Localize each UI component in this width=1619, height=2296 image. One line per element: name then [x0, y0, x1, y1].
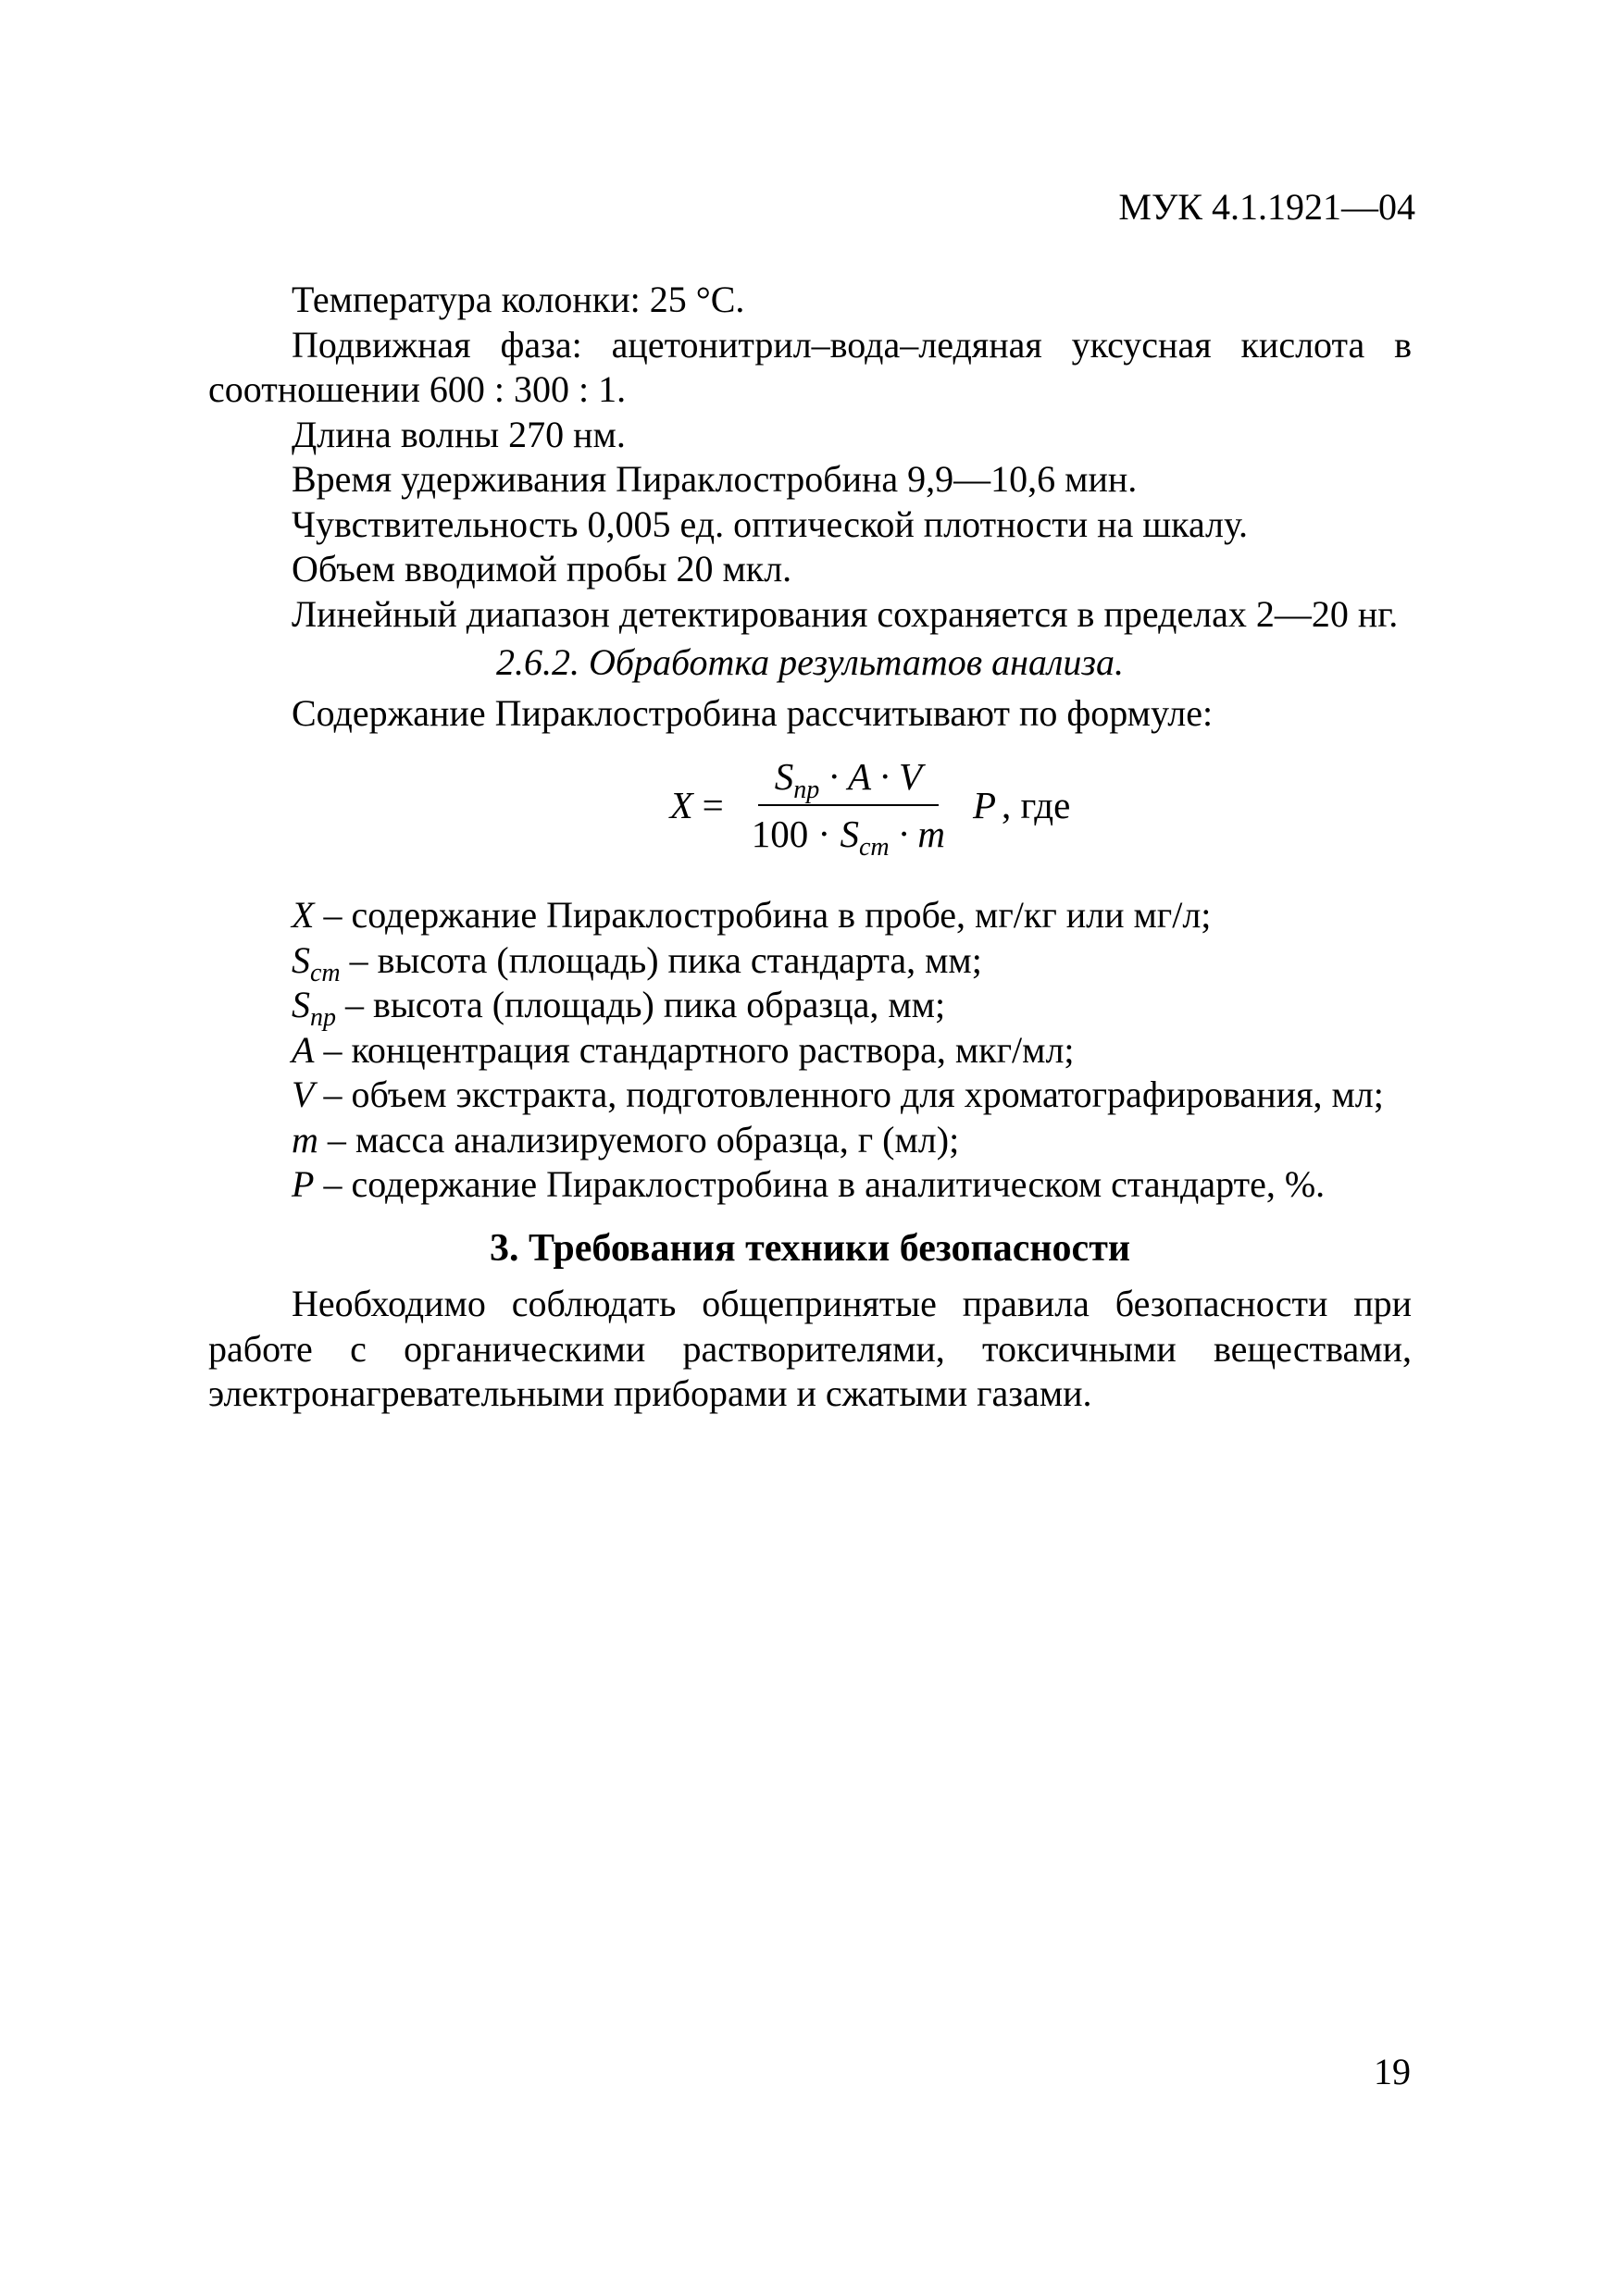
def-symbol-sub: ст [310, 958, 341, 987]
def-text: – масса анализируемого образца, г (мл); [318, 1118, 960, 1160]
def-symbol: S [292, 938, 310, 981]
def-text: – содержание Пираклостробина в пробе, мг/кг или мг/л; [314, 894, 1212, 936]
section-heading: 3. Требования техники безопасности [489, 1226, 1131, 1270]
param-retention-time: Время удерживания Пираклостробина 9,9—10,6 мин. [292, 458, 1138, 500]
param-mobile-phase: Подвижная фаза: ацетонитрил–вода–ледяная уксусная кислота в соотношении 600 : 300 : 1. [208, 323, 1412, 410]
definition-line [292, 983, 1412, 1032]
formula-den-s: S [840, 813, 859, 855]
document-code-header: МУК 4.1.1921—04 [1118, 186, 1415, 228]
definition-line [292, 1028, 1412, 1074]
def-symbol: V [292, 1074, 315, 1115]
definition-line [292, 938, 1412, 987]
param-linear-range: Линейный диапазон детектирования сохраняется в пределах 2—20 нг. [292, 592, 1399, 635]
def-symbol: P [292, 1163, 315, 1205]
formula-tail: , где [1002, 783, 1071, 826]
formula-num-s-sub: пр [793, 775, 820, 804]
param-column-temperature: Температура колонки: 25 °C. [292, 279, 745, 320]
subsection-title: 2.6.2. Обработка результатов анализа. [495, 641, 1125, 683]
def-symbol: m [292, 1118, 318, 1160]
formula-fraction [735, 754, 962, 863]
formula-denominator [735, 806, 962, 863]
variable-definitions [208, 893, 1412, 1208]
page-number: 19 [1374, 2051, 1411, 2092]
formula-block [329, 745, 1412, 865]
def-text: – объем экстракта, подготовленного для хроматографирования, мл; [314, 1074, 1384, 1115]
formula-den-rest: · m [889, 813, 945, 855]
page-body [208, 278, 1412, 1417]
formula-num-s: S [774, 754, 794, 798]
definition-line [292, 893, 1412, 938]
definition-line [292, 1073, 1412, 1118]
def-symbol: X [292, 894, 315, 936]
safety-paragraph: Необходимо соблюдать общепринятые правила безопасности при работе с органическими растворителями, токсичными веществами, электронагревательными приборами и сжатыми газами. [208, 1283, 1412, 1414]
param-wavelength: Длина волны 270 нм. [292, 413, 626, 455]
def-text: – концентрация стандартного раствора, мкг/мл; [314, 1028, 1075, 1071]
formula-num-rest: · A · V [819, 754, 923, 798]
def-symbol: S [292, 984, 310, 1025]
definition-line [292, 1118, 1412, 1163]
calculation-intro: Содержание Пираклостробина рассчитывают по формуле: [292, 691, 1214, 734]
def-text: – высота (площадь) пика образца, мм; [336, 984, 946, 1025]
formula-den-s-sub: ст [858, 833, 890, 863]
def-symbol: A [292, 1028, 315, 1071]
def-text: – высота (площадь) пика стандарта, мм; [340, 938, 982, 981]
formula-multiplier: P [972, 783, 997, 826]
def-text: – содержание Пираклостробина в аналитическом стандарте, %. [314, 1163, 1326, 1205]
definition-line [292, 1162, 1412, 1208]
formula-numerator [758, 754, 939, 807]
formula-den-prefix: 100 · [751, 813, 841, 855]
param-sensitivity: Чувствительность 0,005 ед. оптической плотности на шкалу. [292, 503, 1249, 545]
formula-equals: = [702, 783, 724, 826]
def-symbol-sub: пр [310, 1003, 336, 1032]
formula-lhs: X [669, 783, 693, 826]
formula [669, 754, 1071, 863]
param-injection-volume: Объем вводимой пробы 20 мкл. [292, 548, 792, 590]
